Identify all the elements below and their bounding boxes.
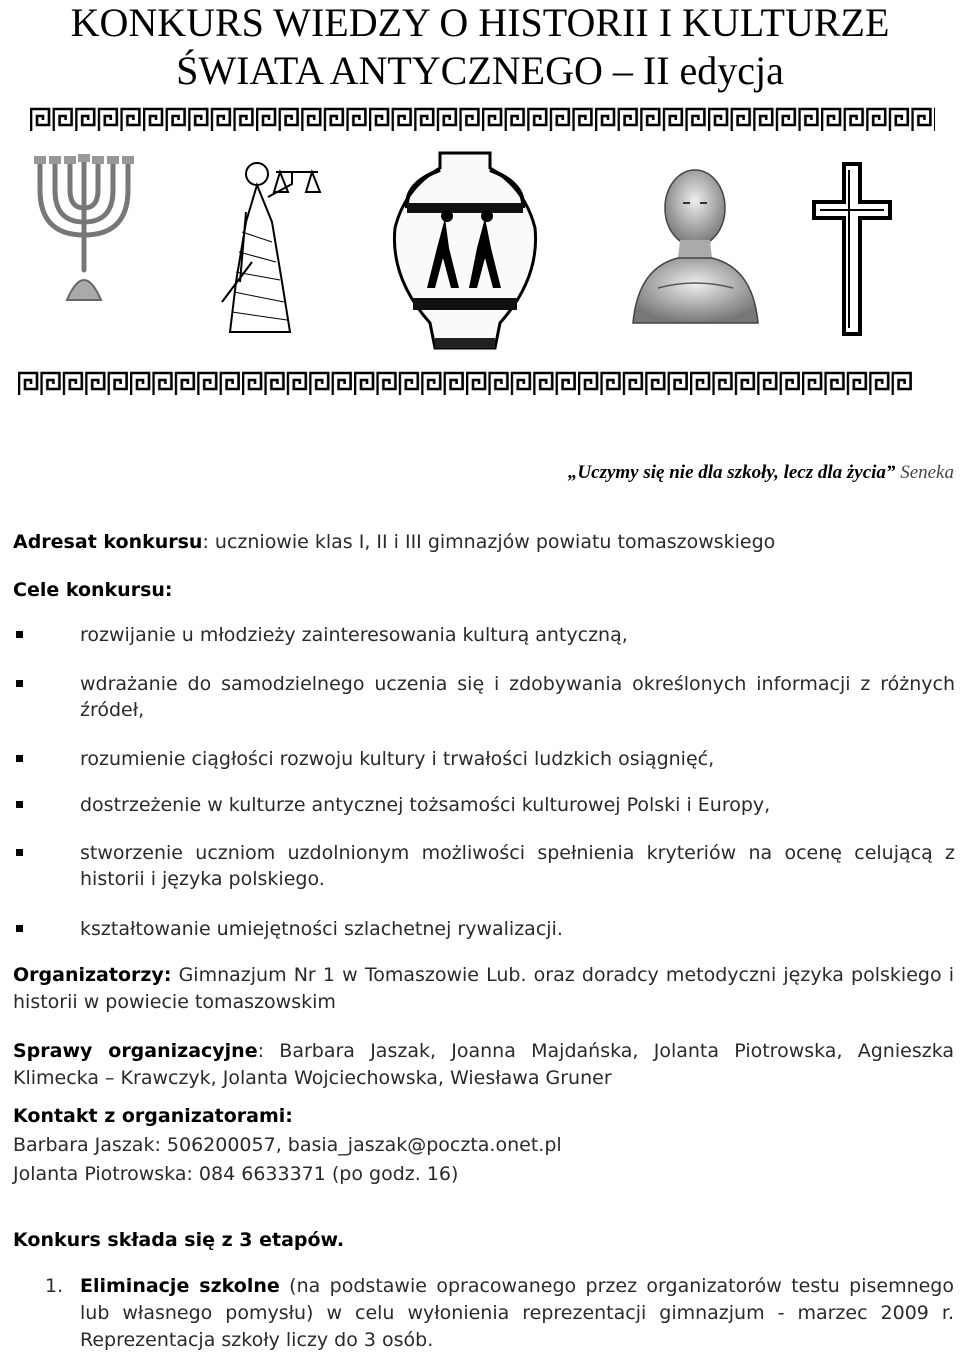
- list-item-text: rozumienie ciągłości rozwoju kultury i trwałości ludzkich osiągnięć,: [80, 748, 715, 770]
- bullet-square-icon: [16, 925, 23, 932]
- recipient-line: [13, 528, 954, 556]
- list-item-text: rozwijanie u młodzieży zainteresowania kulturą antyczną,: [80, 624, 628, 646]
- list-item-text: dostrzeżenie w kulturze antycznej tożsamości kulturowej Polski i Europy,: [80, 794, 771, 816]
- list-item: [13, 840, 955, 892]
- justitia-statue-icon: [212, 152, 342, 342]
- contact-line-1: Barbara Jaszak: 506200057, basia_jaszak@poczta.onet.pl: [13, 1134, 562, 1156]
- list-item: [13, 746, 955, 772]
- quote-text: „Uczymy się nie dla szkoły, lecz dla życia”: [567, 462, 896, 483]
- list-item-text: stworzenie uczniom uzdolnionym możliwości spełnienia kryteriów na ocenę celującą z historii i języka polskiego.: [80, 842, 955, 890]
- stages-heading-text: Konkurs składa się z 3 etapów.: [13, 1229, 345, 1251]
- bullet-square-icon: [16, 631, 23, 638]
- goals-heading: [13, 576, 954, 604]
- bullet-square-icon: [16, 680, 23, 687]
- list-item: [13, 792, 955, 818]
- goals-label: Cele konkursu:: [13, 579, 173, 601]
- stage-label: Eliminacje szkolne: [80, 1275, 280, 1297]
- menorah-icon: [22, 150, 147, 310]
- page-title: [0, 0, 960, 94]
- greek-meander-border-bottom: [18, 370, 913, 396]
- title-line-2: ŚWIATA ANTYCZNEGO – II edycja: [176, 48, 784, 93]
- stage-description: (na podstawie opracowanego przez organizatorów testu pisemnego lub własnego pomysłu) w celu wyłonienia reprezentacji gimnazjum - marzec 2009 r. Reprezentacja szkoły liczy do 3 osób.: [80, 1275, 954, 1351]
- stage-number: 1.: [45, 1275, 64, 1297]
- recipient-label: Adresat konkursu: [13, 531, 203, 553]
- greek-amphora-icon: [385, 148, 545, 358]
- contact-label: Kontakt z organizatorami:: [13, 1105, 293, 1127]
- recipient-text: : uczniowie klas I, II i III gimnazjów powiatu tomaszowskiego: [202, 531, 776, 553]
- bullet-square-icon: [16, 755, 23, 762]
- organizational-text: : Barbara Jaszak, Joanna Majdańska, Jolanta Piotrowska, Agnieszka Klimecka – Krawczyk, Jolanta Wojciechowska, Wiesława Gruner: [13, 1040, 955, 1089]
- bullet-square-icon: [16, 801, 23, 808]
- organizers-text: Gimnazjum Nr 1 w Tomaszowie Lub. oraz doradcy metodyczni języka polskiego i historii w powiecie tomaszowskim: [13, 964, 954, 1013]
- list-item: [13, 671, 955, 723]
- quote-author: Seneka: [900, 462, 954, 483]
- contact-line-2: Jolanta Piotrowska: 084 6633371 (po godz. 16): [13, 1163, 459, 1185]
- title-line-1: KONKURS WIEDZY O HISTORII I KULTURZE: [70, 0, 890, 45]
- list-item-text: kształtowanie umiejętności szlachetnej rywalizacji.: [80, 918, 563, 940]
- bullet-square-icon: [16, 849, 23, 856]
- organizers-paragraph: [13, 962, 954, 1016]
- stages-heading: [13, 1226, 954, 1254]
- list-item: [13, 622, 955, 648]
- organizers-label: Organizatorzy:: [13, 964, 172, 986]
- organizational-label: Sprawy organizacyjne: [13, 1040, 258, 1062]
- contact-block: [13, 1102, 954, 1189]
- stage-text: [80, 1273, 954, 1354]
- cross-icon: [812, 162, 892, 337]
- seneca-quote: [568, 462, 954, 484]
- greek-meander-border-top: [30, 106, 935, 132]
- stage-item-1: [45, 1273, 954, 1354]
- organizational-paragraph: [13, 1038, 954, 1092]
- list-item-text: wdrażanie do samodzielnego uczenia się i zdobywania określonych informacji z różnych źródeł,: [80, 673, 955, 721]
- list-item: [13, 916, 955, 942]
- caesar-bust-icon: [628, 158, 763, 328]
- illustrations-row: [0, 140, 960, 360]
